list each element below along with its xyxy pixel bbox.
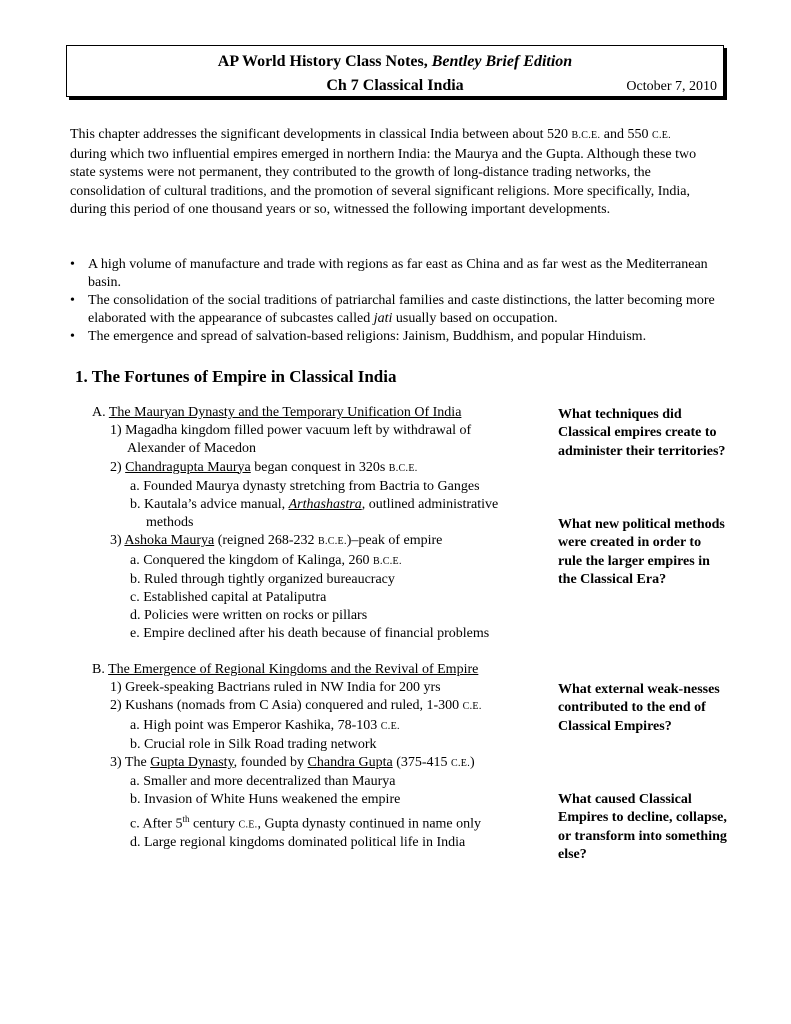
margin-question: What techniques did Classical empires create to administer their territories? <box>558 407 726 459</box>
outline-item: a. Smaller and more decentralized than Maurya <box>130 774 396 790</box>
chapter-title: Ch 7 Classical India <box>326 77 464 94</box>
outline-item: c. After 5th century C.E., Gupta dynasty continued in name only <box>130 813 482 832</box>
bullet-item: • The emergence and spread of salvation-based religions: Jainism, Buddhism, and popular Hinduism. <box>70 328 720 346</box>
header-box <box>66 45 724 97</box>
bullet-item: • The consolidation of the social traditions of patriarchal families and caste distinctions, the latter becoming more elaborated with the appearance of subcastes called jati usually based on occupation. <box>70 292 720 328</box>
outline-section-a <box>92 404 552 644</box>
intro-paragraph: This chapter addresses the significant developments in classical India between about 520 B.C.E. and 550 C.E. during which two influential empires emerged in northern India: the Maurya and the Gupta. Although these two state systems were not permanent, they contributed to the growth of long-distance trading networks, the consolidation of cultural traditions, and the promotion of several significant religions. More specifically, India, during this period of one thousand years or so, witnessed the following important developments. <box>70 127 697 217</box>
outline-item: methods <box>146 515 194 531</box>
document-date: October 7, 2010 <box>626 79 717 94</box>
outline-item: 1) Magadha kingdom filled power vacuum left by withdrawal of <box>110 423 472 439</box>
key-developments-list <box>70 256 720 346</box>
outline-item: a. Founded Maurya dynasty stretching from Bactria to Ganges <box>130 478 480 494</box>
outline-item: c. Established capital at Pataliputra <box>130 590 327 606</box>
outline-item: 3) Ashoka Maurya (reigned 268-232 B.C.E.)–peak of empire <box>110 533 443 549</box>
outline-item: 3) The Gupta Dynasty, founded by Chandra Gupta (375-415 C.E.) <box>110 755 475 771</box>
outline-heading: B. The Emergence of Regional Kingdoms and the Revival of Empire <box>92 662 479 677</box>
margin-question: What external weak-nesses contributed to the end of Classical Empires? <box>558 682 720 734</box>
margin-question: What new political methods were created in order to rule the larger empires in the Classical Era? <box>558 517 725 587</box>
document-title: AP World History Class Notes, Bentley Brief Edition <box>217 53 573 70</box>
outline-item: a. High point was Emperor Kashika, 78-103 C.E. <box>130 717 400 733</box>
outline-item: b. Kautala’s advice manual, Arthashastra, outlined administrative <box>130 497 499 513</box>
outline-heading: A. The Mauryan Dynasty and the Temporary Unification Of India <box>92 405 462 420</box>
outline-item: 2) Chandragupta Maurya began conquest in 320s B.C.E. <box>110 459 418 475</box>
outline-item: d. Policies were written on rocks or pillars <box>130 608 368 624</box>
section-heading: 1. The Fortunes of Empire in Classical India <box>75 367 397 386</box>
outline-section-b <box>92 661 552 853</box>
margin-question: What caused Classical Empires to decline, collapse, or transform into something else? <box>558 792 727 862</box>
outline-item: b. Crucial role in Silk Road trading network <box>130 736 377 752</box>
bullet-item: • A high volume of manufacture and trade with regions as far east as China and as far west as the Mediterranean basin. <box>70 256 720 292</box>
outline-item: e. Empire declined after his death because of financial problems <box>130 626 490 642</box>
outline-item: Alexander of Macedon <box>127 441 257 457</box>
outline-item: a. Conquered the kingdom of Kalinga, 260 B.C.E. <box>130 552 402 568</box>
outline-item: d. Large regional kingdoms dominated political life in India <box>130 835 466 851</box>
outline-item: 2) Kushans (nomads from C Asia) conquered and ruled, 1-300 C.E. <box>110 698 482 714</box>
outline-item: b. Invasion of White Huns weakened the empire <box>130 792 401 808</box>
outline-item: b. Ruled through tightly organized bureaucracy <box>130 571 395 587</box>
outline-item: 1) Greek-speaking Bactrians ruled in NW India for 200 yrs <box>110 680 441 696</box>
